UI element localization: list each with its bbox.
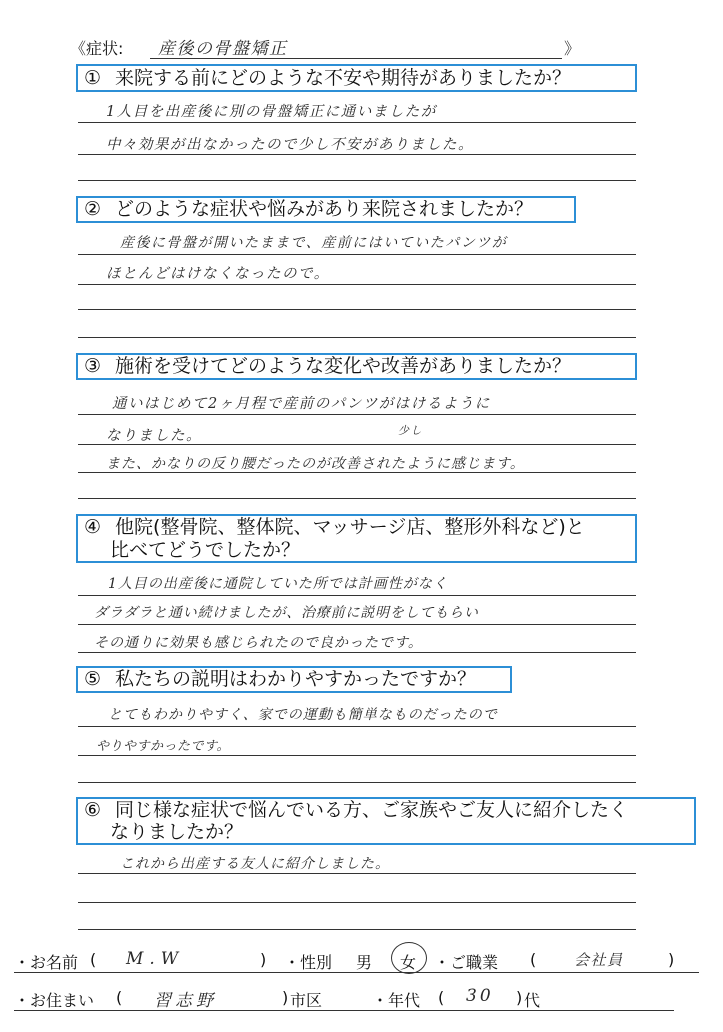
age-paren-close: ) bbox=[516, 988, 523, 1007]
answer-1-rule-2 bbox=[78, 154, 636, 155]
question-4-text bbox=[84, 516, 585, 538]
symptom-label: 《症状: bbox=[70, 39, 124, 58]
footer-row-2-underline bbox=[14, 1010, 674, 1011]
age-label: ・年代 bbox=[372, 991, 421, 1010]
question-5-line: 私たちの説明はわかりやすかったですか？ bbox=[115, 668, 477, 690]
answer-6-rule-3 bbox=[78, 929, 636, 930]
answer-4-line-1: 1人目の出産後に通院していた所では計画性がなく bbox=[108, 576, 448, 592]
question-4-number: ④ bbox=[84, 516, 102, 538]
question-4-text-2 bbox=[110, 539, 300, 561]
footer-row-1 bbox=[14, 944, 699, 974]
gender-label: ・性別 bbox=[284, 953, 333, 972]
address-paren-close: ) bbox=[282, 988, 289, 1007]
age-suffix: 代 bbox=[524, 991, 541, 1010]
answer-4-rule-2 bbox=[78, 624, 636, 625]
question-5-text bbox=[84, 668, 476, 690]
answer-3-rule-3 bbox=[78, 472, 636, 473]
symptom-close: 》 bbox=[564, 39, 581, 58]
name-value: M.W bbox=[126, 949, 185, 969]
job-value: 会社員 bbox=[574, 951, 624, 969]
age-value: 30 bbox=[466, 986, 494, 1006]
address-paren-open: ( bbox=[116, 988, 123, 1007]
answer-5-rule-2 bbox=[78, 755, 636, 756]
answer-1-rule-3 bbox=[78, 180, 636, 181]
answer-5-rule-3 bbox=[78, 782, 636, 783]
gender-male: 男 bbox=[356, 953, 373, 972]
question-2-line: どのような症状や悩みがあり来院されましたか？ bbox=[115, 198, 534, 220]
question-4-line-2: 比べてどうでしたか？ bbox=[110, 539, 301, 561]
question-5-number: ⑤ bbox=[84, 668, 102, 690]
age-paren-open: ( bbox=[438, 988, 445, 1007]
address-value: 習志野 bbox=[154, 991, 217, 1011]
question-6-line-1: 同じ様な症状で悩んでいる方、ご家族やご友人に紹介したく bbox=[115, 799, 629, 821]
answer-4-rule-3 bbox=[78, 652, 636, 653]
answer-3-insert-note: 少し bbox=[398, 424, 423, 437]
answer-3-line-3: また、かなりの反り腰だったのが改善されたように感じます。 bbox=[106, 456, 525, 472]
question-3-line: 施術を受けてどのような変化や改善がありましたか？ bbox=[115, 355, 572, 377]
address-label: ・お住まい bbox=[14, 991, 95, 1010]
name-paren-open: ( bbox=[90, 950, 97, 969]
gender-female: 女 bbox=[400, 953, 417, 972]
job-paren-close: ) bbox=[668, 950, 675, 969]
answer-5-line-2: やりやすかったです。 bbox=[96, 739, 230, 754]
answer-3-line-1: 通いはじめて2ヶ月程で産前のパンツがはけるように bbox=[112, 396, 491, 412]
answer-3-rule-2 bbox=[78, 444, 636, 445]
answer-1-line-2: 中々効果が出なかったので少し不安がありました。 bbox=[106, 137, 474, 153]
answer-3-line-2: なりました。 bbox=[106, 428, 202, 444]
answer-6-rule-2 bbox=[78, 902, 636, 903]
answer-2-rule-1 bbox=[78, 254, 636, 255]
address-suffix: 市区 bbox=[290, 991, 323, 1010]
question-1-text bbox=[84, 67, 571, 89]
answer-3-rule-4 bbox=[78, 498, 636, 499]
question-3-number: ③ bbox=[84, 355, 102, 377]
answer-4-rule-1 bbox=[78, 595, 636, 596]
job-label: ・ご職業 bbox=[434, 953, 499, 972]
answer-5-rule-1 bbox=[78, 726, 636, 727]
symptom-underline bbox=[150, 58, 562, 59]
footer-row-2 bbox=[14, 982, 674, 1018]
answer-2-rule-4 bbox=[78, 337, 636, 338]
answer-4-line-2: ダラダラと通い続けましたが、治療前に説明をしてもらい bbox=[94, 605, 479, 621]
question-6-text bbox=[84, 799, 628, 821]
answer-2-line-1: 産後に骨盤が開いたままで、産前にはいていたパンツが bbox=[120, 235, 508, 251]
answer-2-line-2: ほとんどはけなくなったので。 bbox=[106, 266, 330, 282]
question-2-text bbox=[84, 198, 533, 220]
answer-6-rule-1 bbox=[78, 873, 636, 874]
question-6-number: ⑥ bbox=[84, 799, 102, 821]
answer-4-line-3: その通りに効果も感じられたので良かったです。 bbox=[94, 635, 423, 651]
question-6-line-2: なりましたか？ bbox=[110, 821, 244, 843]
answer-1-line-1: 1人目を出産後に別の骨盤矯正に通いましたが bbox=[106, 104, 437, 120]
answer-2-rule-2 bbox=[78, 284, 636, 285]
answer-5-line-1: とてもわかりやすく、家での運動も簡単なものだったので bbox=[108, 707, 498, 723]
answer-6-line-1: これから出産する友人に紹介しました。 bbox=[120, 856, 390, 872]
question-1-number: ① bbox=[84, 67, 102, 89]
question-4-line-1: 他院(整骨院、整体院、マッサージ店、整形外科など)と bbox=[115, 516, 585, 538]
symptom-value: 産後の骨盤矯正 bbox=[158, 39, 288, 59]
name-paren-close: ) bbox=[260, 950, 267, 969]
answer-2-rule-3 bbox=[78, 309, 636, 310]
answer-3-rule-1 bbox=[78, 414, 636, 415]
question-6-text-2 bbox=[110, 821, 243, 843]
job-paren-open: ( bbox=[530, 950, 537, 969]
answer-1-rule-1 bbox=[78, 122, 636, 123]
name-label: ・お名前 bbox=[14, 953, 79, 972]
question-2-number: ② bbox=[84, 198, 102, 220]
gender-circle-mark bbox=[391, 942, 427, 974]
question-1-line: 来院する前にどのような不安や期待がありましたか？ bbox=[115, 67, 572, 89]
symptom-header bbox=[70, 30, 580, 60]
footer-row-1-underline bbox=[14, 972, 699, 973]
question-3-text bbox=[84, 355, 571, 377]
